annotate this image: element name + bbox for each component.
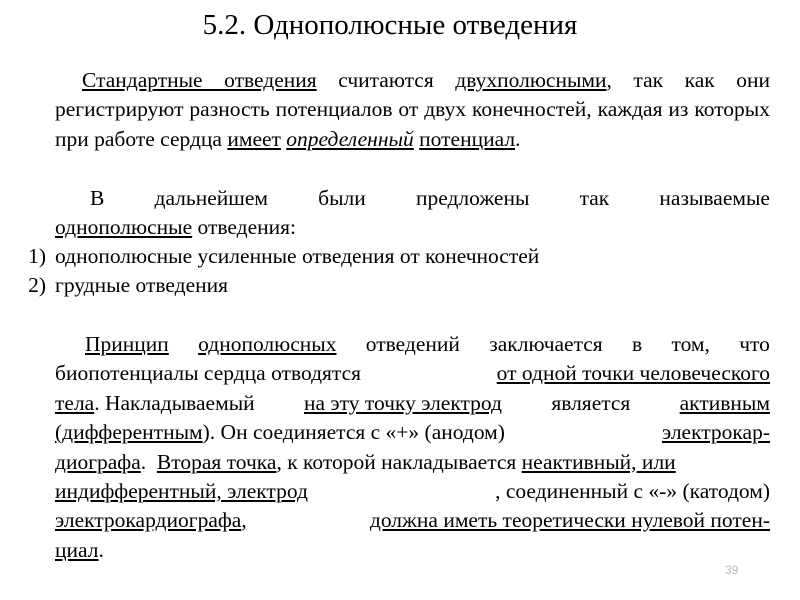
text: . Накладываемый: [94, 390, 255, 415]
text: .: [98, 537, 104, 562]
phrase-unipolar: однополюсных: [198, 332, 337, 356]
text: , соединенный с «-» (катодом): [495, 479, 770, 504]
word: отведений: [365, 332, 460, 356]
text: биопотенциалы сердца отводятся: [55, 361, 361, 386]
phrase-one-point: от одной точки человеческого: [496, 361, 770, 386]
word: предложены: [415, 186, 530, 210]
phrase-bipolar: двухполюсными: [455, 68, 607, 92]
phrase-has: имеет: [227, 126, 281, 151]
text: считаются: [338, 68, 434, 92]
list-number: 1): [28, 244, 46, 268]
phrase-definite: определенный: [286, 126, 414, 151]
paragraph-principle: [55, 330, 770, 565]
text: ). Он соединяется с «+» (анодом): [202, 420, 505, 445]
word: называемые: [659, 186, 770, 210]
paragraph-unipolar-intro: [55, 184, 770, 243]
text-line: [55, 359, 770, 388]
text: .: [515, 126, 521, 151]
word: дальнейшем: [154, 186, 268, 210]
text: , так как они: [606, 68, 771, 92]
word: что: [739, 332, 770, 356]
word: том,: [671, 332, 710, 356]
text: которых при работе сердца: [55, 97, 771, 151]
phrase-potential: потенциал: [419, 126, 516, 151]
text-line: [55, 477, 770, 506]
phrase-ecg-part1: электрокар-: [661, 420, 770, 445]
phrase-indifferent: индифферентный, электрод: [55, 479, 308, 504]
phrase-electrocardiograph: электрокардиографа: [55, 508, 242, 533]
list-number: 2): [28, 273, 46, 297]
text-line: [55, 506, 770, 535]
text: является: [551, 390, 631, 415]
text-line: [55, 389, 770, 418]
phrase-body: тела: [55, 390, 95, 415]
phrase-differential: (дифферентным: [55, 420, 203, 445]
phrase-second-point: Вторая точка: [156, 449, 277, 474]
slide-title: 5.2. Однополюсные отведения: [202, 9, 578, 41]
word: были: [318, 186, 366, 210]
paragraph-standard-leads: [55, 66, 770, 154]
text: отведения:: [197, 215, 297, 240]
word: в: [632, 332, 643, 356]
text-line: [55, 418, 770, 447]
phrase-principle: Принцип: [85, 332, 169, 356]
text-line: [55, 213, 770, 242]
phrase-ecg-part2: диографа: [55, 449, 141, 474]
phrase-active: активным: [679, 390, 770, 415]
phrase-zero-potential-end: циал: [55, 537, 99, 562]
text: , к которой накладывается: [276, 449, 517, 474]
page-number: 39: [725, 563, 739, 577]
text: ,: [241, 508, 247, 533]
text: .: [140, 449, 147, 474]
phrase-zero-potential: должна иметь теоретически нулевой потен-: [369, 508, 770, 533]
phrase-electrode: на эту точку электрод: [303, 390, 502, 415]
phrase-standard-leads: Стандартные отведения: [82, 68, 317, 92]
text: регистрируют разность потенциалов от двух конечностей, каждая из: [55, 97, 689, 122]
word: так: [579, 186, 610, 210]
list-item-text: грудные отведения: [55, 273, 229, 297]
word: В: [90, 186, 105, 210]
text-line: [55, 448, 770, 477]
text-line: [55, 330, 770, 359]
word: заключается: [489, 332, 603, 356]
phrase-unipolar: однополюсные: [55, 215, 193, 240]
text-line: [55, 536, 770, 565]
phrase-inactive: неактивный, или: [521, 449, 676, 474]
list-item-text: однополюсные усиленные отведения от конечностей: [55, 244, 540, 268]
text-line: [55, 184, 770, 213]
